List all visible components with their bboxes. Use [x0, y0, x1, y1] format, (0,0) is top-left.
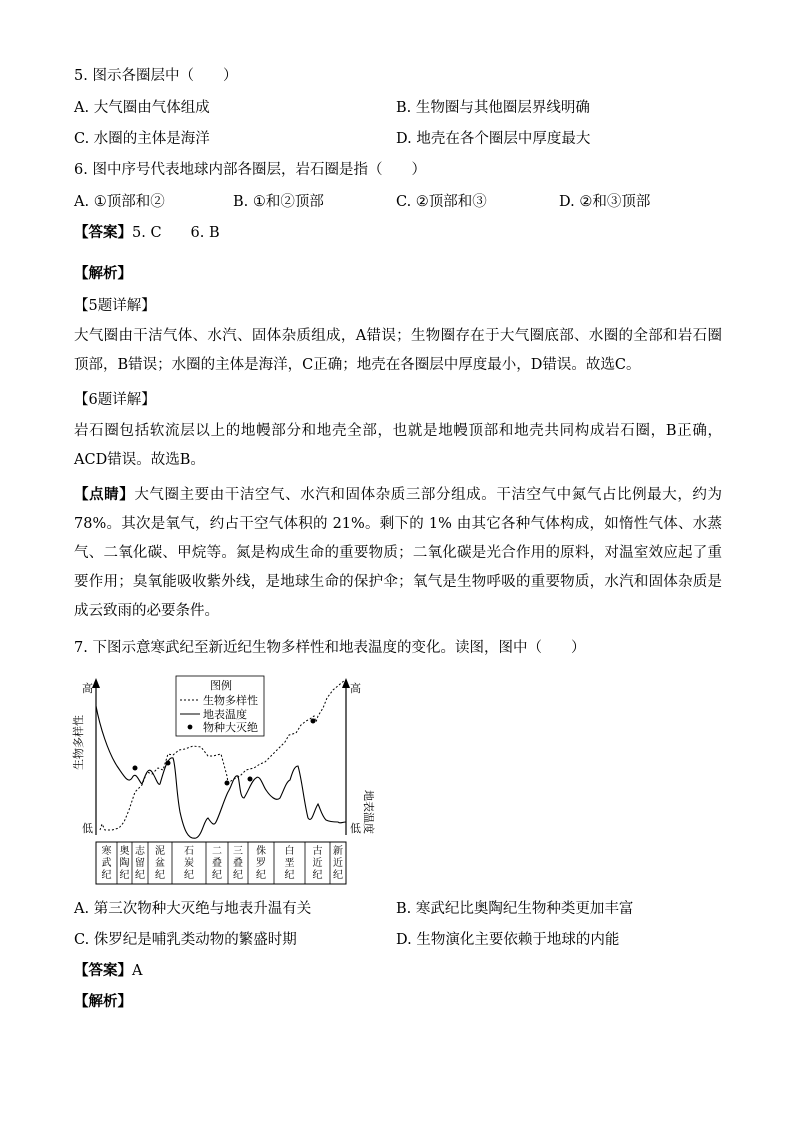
q7-option-b: B. 寒武纪比奥陶纪生物种类更加丰富 [396, 901, 634, 917]
left-axis-title: 生物多样性 [72, 715, 85, 770]
answer-block-2 [74, 961, 142, 981]
q5-stem: 5. 图示各圈层中（ ） [74, 68, 238, 84]
analysis-tag-1: 【解析】 [74, 265, 132, 282]
detail6-text: 岩石圈包括软流层以上的地幔部分和地壳全部，也就是地幔顶部和地壳共同构成岩石圈，B正确，ACD错误。故选B。 [74, 423, 722, 468]
right-axis-arrow [342, 678, 350, 688]
left-low-label: 低 [82, 822, 93, 835]
left-high-label: 高 [82, 682, 93, 695]
detail5-title: 【5题详解】 [74, 298, 156, 314]
extinction-dot [311, 719, 316, 724]
q5-option-c: C. 水圈的主体是海洋 [74, 131, 210, 147]
era-label: 新近纪 [333, 846, 343, 881]
legend-title: 图例 [210, 679, 232, 692]
extinction-dot [248, 777, 253, 782]
tip-text: 大气圈主要由干洁空气、水汽和固体杂质三部分组成。干洁空气中氮气占比例最大，约为 78%。其次是氧气，约占干空气体积的 21%。剩下的 1% 由其它各种气体构成，如惰性气体、水蒸气、二氧化碳、甲烷等。氮是构成生命的重要物质；二氧化碳是光合作用的原料，对温室效应起了重要作用；臭氧能吸收紫外线，是地球生命的保护伞；氧气是生物呼吸的重要物质，水汽和固体杂质是成云致雨的必要条件。 [74, 487, 723, 619]
legend-item-extinction: 物种大灭绝 [203, 721, 258, 734]
tip-tag: 【点睛】 [74, 486, 135, 503]
right-high-label: 高 [350, 682, 361, 695]
era-label: 奥陶纪 [119, 846, 130, 881]
q7-option-c: C. 侏罗纪是哺乳类动物的繁盛时期 [74, 932, 297, 948]
q5-option-a: A. 大气圈由气体组成 [74, 100, 210, 116]
right-axis-title: 地表温度 [362, 790, 375, 834]
era-label: 石炭纪 [184, 846, 194, 881]
right-low-label: 低 [350, 822, 361, 835]
answer-block-1 [74, 223, 220, 243]
era-cells [102, 842, 344, 884]
q6-option-c: C. ②顶部和③ [396, 194, 487, 210]
extinction-dot [166, 761, 171, 766]
q6-option-b: B. ①和②顶部 [233, 194, 324, 210]
extinction-dot [225, 781, 230, 786]
left-axis-arrow [92, 678, 100, 688]
q7-option-a: A. 第三次物种大灭绝与地表升温有关 [74, 901, 312, 917]
answer-text: A [132, 963, 143, 979]
analysis-tag-2: 【解析】 [74, 993, 132, 1010]
detail6-title: 【6题详解】 [74, 392, 156, 408]
q6-option-a: A. ①顶部和② [74, 194, 165, 210]
era-label: 二叠纪 [212, 846, 222, 881]
extinction-dot [133, 766, 138, 771]
legend-dot-sample [188, 725, 193, 730]
q5-option-d: D. 地壳在各个圈层中厚度最大 [396, 131, 591, 147]
legend-item-temperature: 地表温度 [203, 708, 247, 721]
q6-stem: 6. 图中序号代表地球内部各圈层，岩石圈是指（ ） [74, 162, 426, 178]
era-label: 古近纪 [312, 846, 323, 881]
legend-item-biodiversity: 生物多样性 [203, 694, 258, 707]
era-label: 白垩纪 [284, 846, 295, 881]
q7-stem: 7. 下图示意寒武纪至新近纪生物多样性和地表温度的变化。读图，图中（ ） [74, 640, 586, 656]
answer-tag: 【答案】 [74, 962, 132, 979]
q7-option-d: D. 生物演化主要依赖于地球的内能 [396, 932, 620, 948]
era-label: 侏罗纪 [256, 846, 266, 881]
era-label: 泥盆纪 [155, 846, 165, 881]
tip-paragraph [74, 480, 722, 626]
detail5-text: 大气圈由干洁气体、水汽、固体杂质组成，A错误；生物圈存在于大气圈底部、水圈的全部和岩石圈顶部，B错误；水圈的主体是海洋，C正确；地壳在各圈层中厚度最小，D错误。故选C。 [74, 328, 722, 373]
era-label: 三叠纪 [233, 846, 243, 881]
q6-option-d: D. ②和③顶部 [559, 194, 651, 210]
biodiversity-temperature-figure [72, 672, 375, 887]
answer-tag: 【答案】 [74, 224, 132, 241]
era-label: 志留纪 [135, 846, 145, 881]
era-label: 寒武纪 [101, 846, 112, 881]
answer-text: 5. C 6. B [132, 225, 220, 241]
q5-option-b: B. 生物圈与其他圈层界线明确 [396, 100, 590, 116]
